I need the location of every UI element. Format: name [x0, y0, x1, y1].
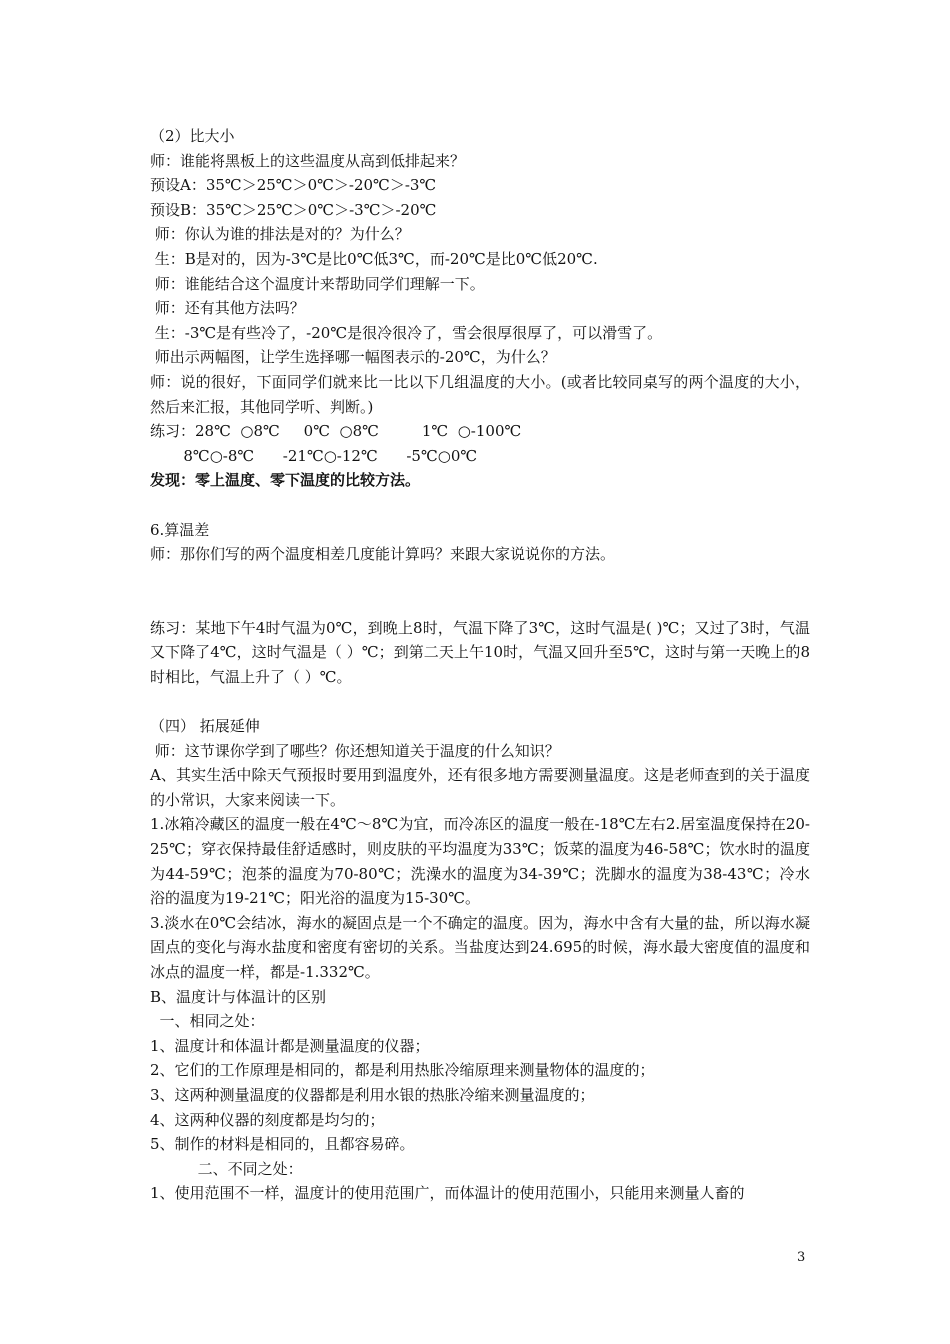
section-heading-diff: 6.算温差: [150, 520, 210, 539]
spacer: [150, 493, 810, 518]
section-heading-compare: （2）比大小: [150, 127, 235, 145]
text-line: 师：还有其他方法吗？: [150, 299, 305, 318]
text-line: 预设B：35℃＞25℃＞0℃＞-3℃＞-20℃: [150, 200, 437, 219]
text-line: 师：谁能结合这个温度计来帮助同学们理解一下。: [150, 274, 485, 293]
list-item: 1、温度计和体温计都是测量温度的仪器；: [150, 1036, 430, 1055]
text-line: 预设A：35℃＞25℃＞0℃＞-20℃＞-3℃: [150, 176, 437, 195]
text-line: 生：B是对的，因为-3℃是比0℃低3℃，而-20℃是比0℃低20℃.: [150, 249, 598, 268]
section-heading-extend: （四） 拓展延伸: [150, 717, 260, 736]
exercise-paragraph: 练习：某地下午4时气温为0℃，到晚上8时，气温下降了3℃，这时气温是( )℃；又过了3时，气温又下降了4℃，这时气温是（ ）℃；到第二天上午10时，气温又回升至5℃，这时与第一天晚上的8时相比，气温上升了（ ）℃。: [150, 618, 810, 686]
text-line: 一、相同之处：: [150, 1012, 265, 1031]
spacer: [150, 689, 810, 714]
text-line: 二、不同之处：: [150, 1159, 303, 1178]
text-line: 师：那你们写的两个温度相差几度能计算吗？来跟大家说说你的方法。: [150, 545, 616, 564]
text-line: 师：这节课你学到了哪些？你还想知道关于温度的什么知识？: [150, 741, 560, 760]
paragraph: A、其实生活中除天气预报时要用到温度外，还有很多地方需要测量温度。这是老师查到的关于温度的小常识，大家来阅读一下。: [150, 766, 810, 809]
spacer: [150, 567, 810, 616]
list-item: 2、它们的工作原理是相同的，都是利用热胀冷缩原理来测量物体的温度的；: [150, 1061, 655, 1080]
list-item: 4、这两种仪器的刻度都是均匀的；: [150, 1110, 385, 1129]
exercise-line: 练习：28℃ ○8℃ 0℃ ○8℃ 1℃ ○-100℃: [150, 422, 522, 441]
list-item: 1、使用范围不一样，温度计的使用范围广，而体温计的使用范围小，只能用来测量人畜的: [150, 1184, 745, 1203]
page-number: 3: [797, 1250, 806, 1265]
paragraph: 1.冰箱冷藏区的温度一般在4℃～8℃为宜，而冷冻区的温度一般在-18℃左右2.居室温度保持在20-25℃；穿衣保持最佳舒适感时，则皮肤的平均温度为33℃；饭菜的温度为46-58℃；饮水时的温度为44-59℃；泡茶的温度为70-80℃；洗澡水的温度为34-39℃；洗脚水的温度为38-43℃；冷水浴的温度为19-21℃；阳光浴的温度为15-30℃。: [150, 815, 810, 908]
paragraph: 师：说的很好，下面同学们就来比一比以下几组温度的大小。(或者比较同桌写的两个温度的大小，然后来汇报，其他同学听、判断。): [150, 372, 810, 416]
list-item: 3、这两种测量温度的仪器都是利用水银的热胀冷缩来测量温度的；: [150, 1085, 595, 1104]
list-item: 5、制作的材料是相同的，且都容易碎。: [150, 1135, 415, 1154]
text-line: 师出示两幅图，让学生选择哪一幅图表示的-20℃，为什么？: [150, 348, 556, 367]
paragraph: 3.淡水在0℃会结冰，海水的凝固点是一个不确定的温度。因为，海水中含有大量的盐，所以海水凝固点的变化与海水盐度和密度有密切的关系。当盐度达到24.695的时候，海水最大密度值的温度和冰点的温度一样，都是-1.332℃。: [150, 913, 810, 981]
text-line: 生：-3℃是有些冷了，-20℃是很冷很冷了，雪会很厚很厚了，可以滑雪了。: [150, 323, 663, 342]
text-line: 师：谁能将黑板上的这些温度从高到低排起来？: [150, 151, 466, 170]
text-line: B、温度计与体温计的区别: [150, 987, 327, 1006]
text-line: 师：你认为谁的排法是对的？为什么？: [150, 225, 410, 244]
page-content: [150, 124, 810, 1206]
exercise-line: 8℃○-8℃ -21℃○-12℃ -5℃○0℃: [150, 446, 478, 465]
finding-line: 发现：零上温度、零下温度的比较方法。: [150, 471, 421, 490]
